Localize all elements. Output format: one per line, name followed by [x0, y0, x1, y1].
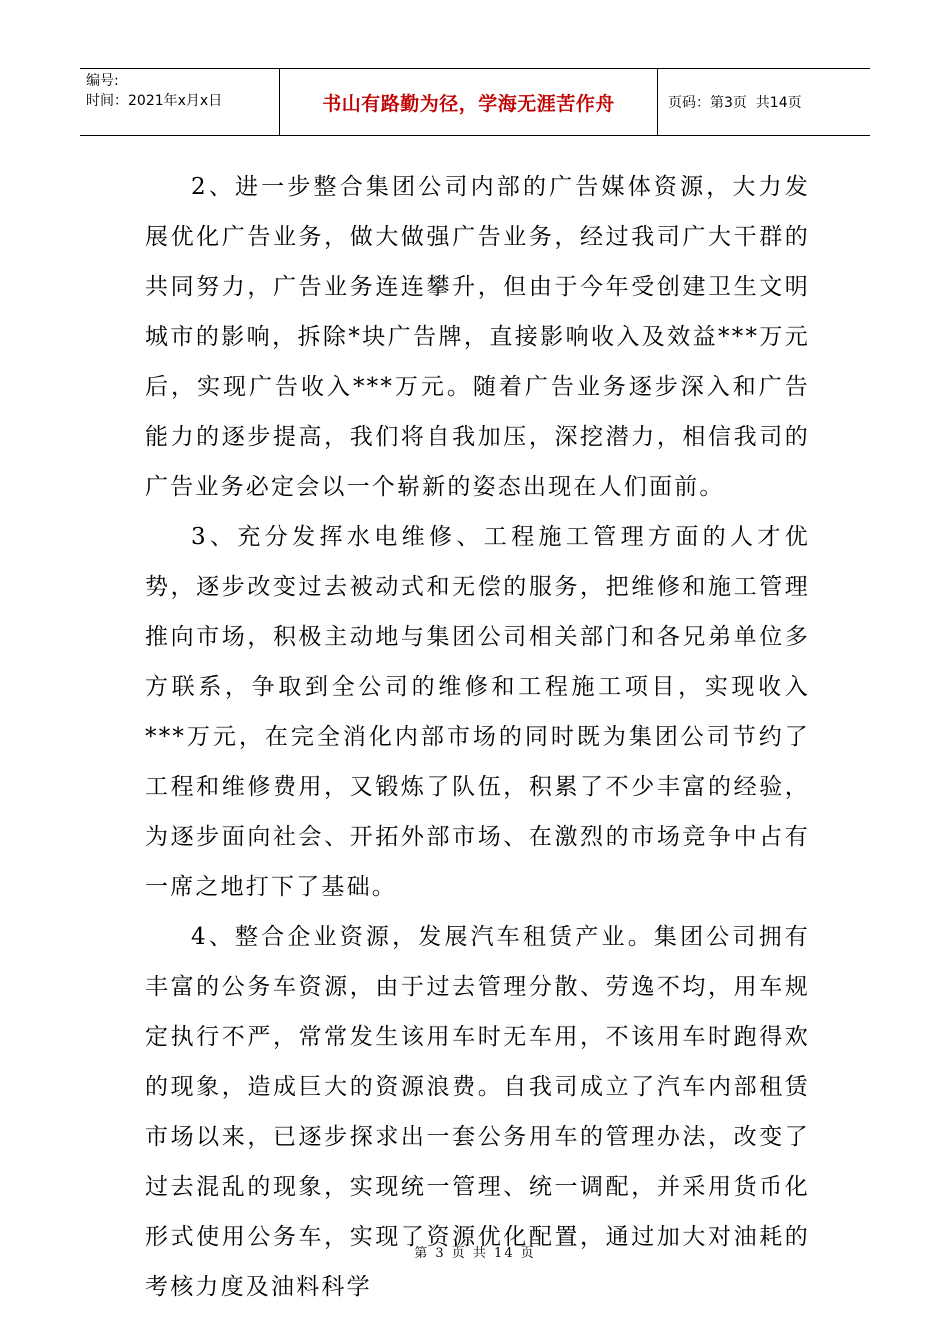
document-date-label: 时间：2021年x月x日	[86, 93, 223, 109]
page-header	[80, 68, 870, 136]
document-number-label: 编号:	[86, 73, 119, 89]
document-body	[145, 162, 810, 1312]
header-meta	[80, 69, 280, 135]
paragraph-car-rental: 4、整合企业资源，发展汽车租赁产业。集团公司拥有丰富的公务车资源，由于过去管理分散、劳逸不均，用车规定执行不严，常常发生该用车时无车用，不该用车时跑得欢的现象，造成巨大的资源浪费。自我司成立了汽车内部租赁市场以来，已逐步探求出一套公务用车的管理办法，改变了过去混乱的现象，实现统一管理、统一调配，并采用货币化形式使用公务车，实现了资源优化配置，通过加大对油耗的考核力度及油料科学	[145, 924, 810, 1300]
page-footer: 第 3 页 共 14 页	[414, 1246, 536, 1261]
paragraph-advertising: 2、进一步整合集团公司内部的广告媒体资源，大力发展优化广告业务，做大做强广告业务，经过我司广大干群的共同努力，广告业务连连攀升，但由于今年受创建卫生文明城市的影响，拆除*块广告牌，直接影响收入及效益***万元后，实现广告收入***万元。随着广告业务逐步深入和广告能力的逐步提高，我们将自我加压，深挖潜力，相信我司的广告业务必定会以一个崭新的姿态出现在人们面前。	[145, 174, 810, 500]
header-motto: 书山有路勤为径，学海无涯苦作舟	[280, 69, 658, 135]
paragraph-maintenance: 3、充分发挥水电维修、工程施工管理方面的人才优势，逐步改变过去被动式和无偿的服务，把维修和施工管理推向市场，积极主动地与集团公司相关部门和各兄弟单位多方联系，争取到全公司的维修和工程施工项目，实现收入***万元，在完全消化内部市场的同时既为集团公司节约了工程和维修费用，又锻炼了队伍，积累了不少丰富的经验，为逐步面向社会、开拓外部市场、在激烈的市场竞争中占有一席之地打下了基础。	[145, 524, 810, 900]
header-page-info: 页码：第3页 共14页	[668, 95, 802, 111]
